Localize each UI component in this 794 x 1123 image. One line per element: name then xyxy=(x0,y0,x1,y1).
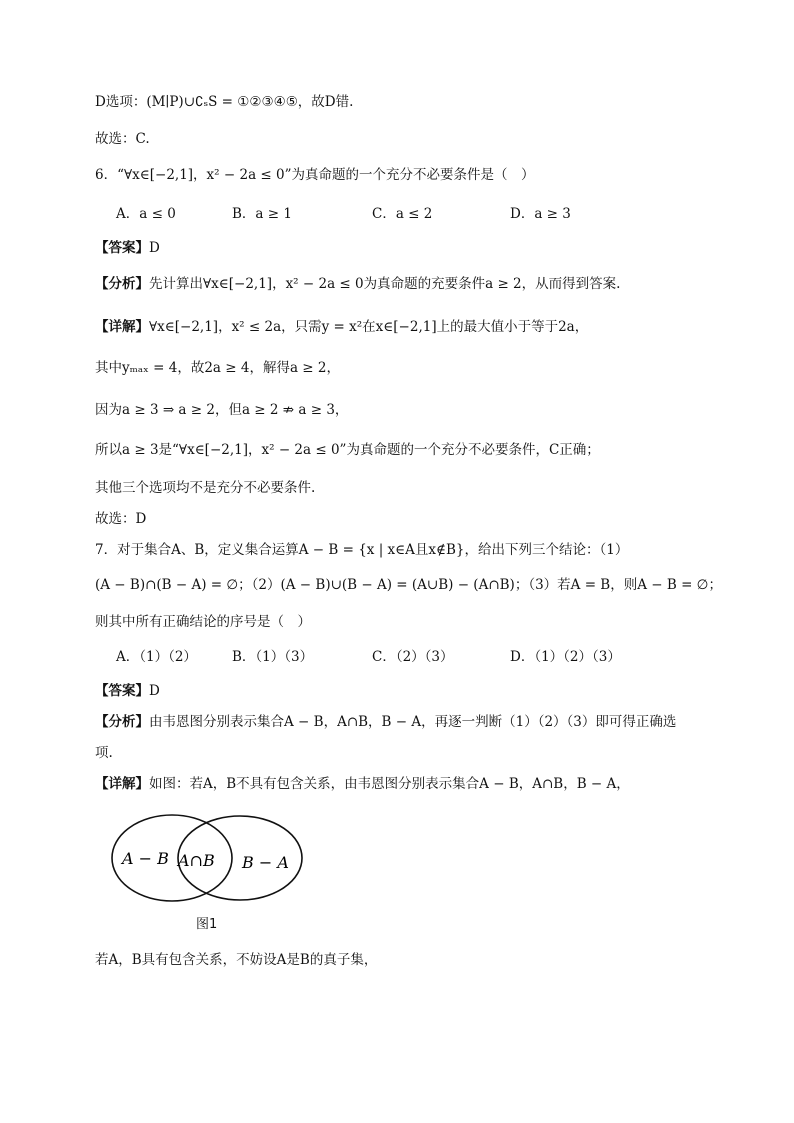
text-line: 其中yₘₐₓ = 4，故2a ≥ 4，解得a ≥ 2， xyxy=(95,360,340,376)
question-7-line3: 则其中所有正确结论的序号是（ ） xyxy=(95,614,311,630)
answer-line xyxy=(95,236,160,256)
answer-line xyxy=(95,679,160,699)
analysis-line xyxy=(95,272,620,292)
analysis-text: 先计算出∀x∈[−2,1]，x² − 2a ≤ 0为真命题的充要条件a ≥ 2，从而得到答案. xyxy=(149,276,621,292)
answer-value: D xyxy=(149,683,160,699)
option-a: A．a ≤ 0 xyxy=(116,206,176,222)
answer-tag: 【答案】 xyxy=(95,683,149,699)
option-b: B．a ≥ 1 xyxy=(232,206,292,222)
option-c: C．（2）（3） xyxy=(372,649,454,665)
detail-tag: 【详解】 xyxy=(95,776,149,792)
text-line: 若A，B具有包含关系，不妨设A是B的真子集， xyxy=(95,952,378,968)
option-a: A．（1）（2） xyxy=(116,649,197,665)
option-d: D．a ≥ 3 xyxy=(510,206,571,222)
text-line: 故选：D xyxy=(95,511,147,527)
venn-label-middle: A∩B xyxy=(178,851,215,870)
analysis-tag: 【分析】 xyxy=(95,714,149,730)
venn-diagram xyxy=(100,808,310,908)
text-line: 故选：C. xyxy=(95,131,150,147)
venn-label-left: A − B xyxy=(122,849,169,868)
detail-text: ∀x∈[−2,1]，x² ≤ 2a，只需y = x²在x∈[−2,1]上的最大值小于等于2a， xyxy=(149,319,589,335)
detail-line xyxy=(95,772,630,792)
analysis-line xyxy=(95,710,676,730)
text-line: 因为a ≥ 3 ⇒ a ≥ 2，但a ≥ 2 ⇏ a ≥ 3， xyxy=(95,402,349,418)
question-7: 7．对于集合A、B，定义集合运算A − B = {x | x∈A且x∉B}，给出下列三个结论：（1） xyxy=(95,542,629,558)
venn-label-right: B − A xyxy=(242,853,289,872)
question-6: 6．“∀x∈[−2,1]，x² − 2a ≤ 0”为真命题的一个充分不必要条件是（ ） xyxy=(95,167,535,183)
detail-tag: 【详解】 xyxy=(95,319,149,335)
detail-text: 如图：若A，B不具有包含关系，由韦恩图分别表示集合A − B，A∩B，B − A， xyxy=(149,776,630,792)
option-d: D．（1）（2）（3） xyxy=(510,649,621,665)
figure-caption: 图1 xyxy=(196,917,218,932)
text-line: 所以a ≥ 3是“∀x∈[−2,1]，x² − 2a ≤ 0”为真命题的一个充分不必要条件，C正确； xyxy=(95,442,600,458)
answer-value: D xyxy=(149,240,160,256)
analysis-tag: 【分析】 xyxy=(95,276,149,292)
answer-tag: 【答案】 xyxy=(95,240,149,256)
text-line: 其他三个选项均不是充分不必要条件. xyxy=(95,480,316,496)
option-c: C．a ≤ 2 xyxy=(372,206,433,222)
detail-line xyxy=(95,315,588,335)
question-7-line2: (A − B)∩(B − A) = ∅；（2）(A − B)∪(B − A) = (A∪B) − (A∩B)；（3）若A = B，则A − B = ∅； xyxy=(95,577,722,593)
text-line: D选项：(M∣P)∪∁ₛS = ①②③④⑤，故D错. xyxy=(95,94,354,110)
text-line: 项. xyxy=(95,745,113,761)
analysis-text: 由韦恩图分别表示集合A − B，A∩B，B − A，再逐一判断（1）（2）（3）即可得正确选 xyxy=(149,714,677,730)
option-b: B．（1）（3） xyxy=(232,649,314,665)
